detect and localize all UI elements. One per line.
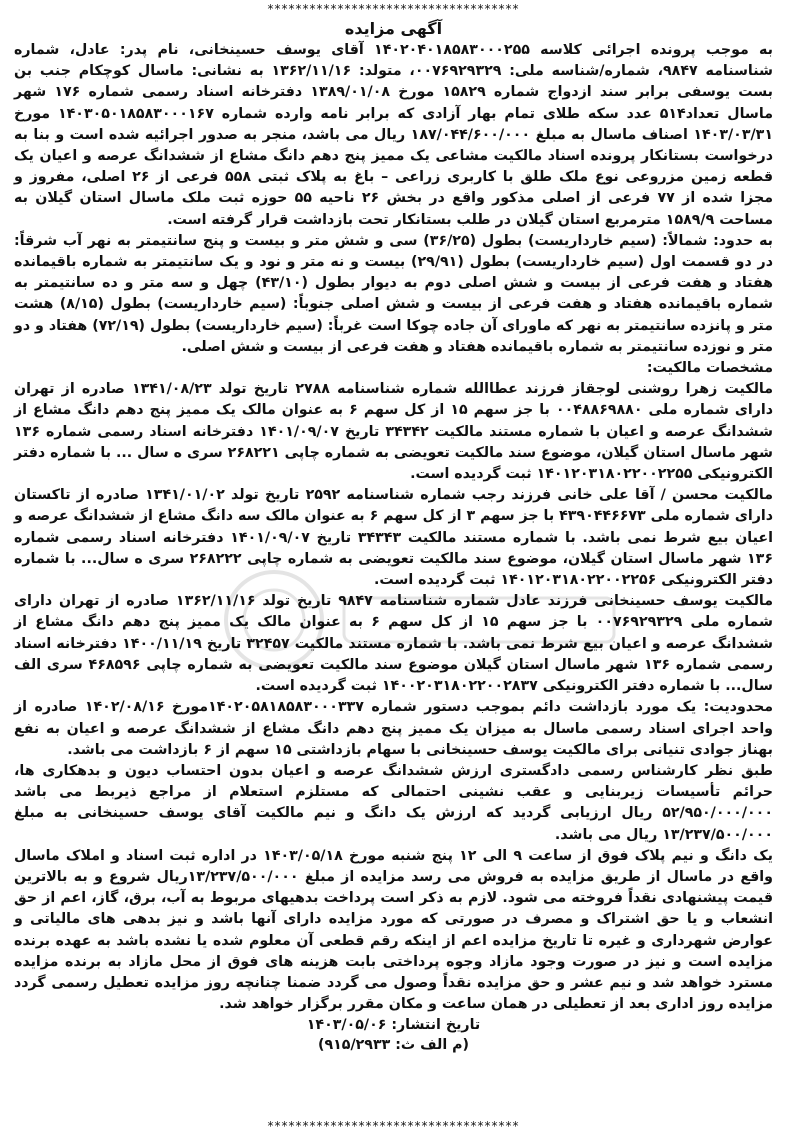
restriction-paragraph: محدودیت: یک مورد بازداشت دائم بموجب دستور شماره ۱۴۰۲۰۵۸۱۸۵۸۳۰۰۰۳۳۷مورخ ۱۴۰۲/۰۸/۱۶ صادره از واحد اجرای اسناد رسمی ماسال به میزان یک ممیز پنج دهم دانگ مشاع از ششدانگ عرصه و اعیان به نفع بهناز جوادی تنیانی برای مالکیت یوسف حسینخانی با سهام بازداشتی ۱۵ سهم از ۶ بازداشت می باشد.: [14, 699, 774, 758]
intro-paragraph: به موجب پرونده اجرائی کلاسه ۱۴۰۲۰۴۰۱۸۵۸۳۰۰۰۲۵۵ آقای یوسف حسینخانی، نام پدر: عادل، شماره شناسنامه ۹۸۴۷، شماره/شناسه ملی: ۰۰۷۶۹۲۹۳۲۹، متولد: ۱۳۶۲/۱۱/۱۶ به نشانی: ماسال کوچکام جنب بن بست یوسفی برابر سند ازدواج شماره ۱۵۸۲۹ مورخ ۱۳۸۹/۰۱/۰۸ دفترخانه اسناد رسمی شماره ۱۷۶ شهر ماسال تعداد۵۱۴ عدد سکه طلای تمام بهار آزادی که برابر نامه وارده شماره ۱۴۰۳۰۵۰۱۸۵۸۳۰۰۰۱۶۷ مورخ ۱۴۰۳/۰۳/۳۱ اصناف ماسال به مبلغ ۱۸۷/۰۴۴/۶۰۰/۰۰۰ ریال می باشد، منجر به صدور اجرائیه شده است و بنا به درخواست بستانکار پرونده اسناد مالکیت مشاعی یک ممیز پنج دهم دانگ مشاع از ششدانگ عرصه و اعیان یک قطعه زمین مزروعی نوع ملک طلق با کاربری زراعی – باغ به پلاک ثبتی ۵۵۸ فرعی از ۲۶ اصلی، مفروز و مجزا شده از ۷۷ فرعی از اصلی مذکور واقع در بخش ۲۶ ناحیه ۵۵ حوزه ثبت ملک ماسال استان گیلان به مساحت ۱۵۸۹/۹ مترمربع استان گیلان در طلب بستانکار تحت بازداشت قرار گرفته است.: [14, 42, 774, 228]
owner-2-paragraph: مالکیت محسن / آقا علی خانی فرزند رجب شماره شناسنامه ۲۵۹۲ تاریخ تولد ۱۳۴۱/۰۱/۰۲ صادره از تاکستان دارای شماره ملی ۴۳۹۰۴۴۶۶۷۳ با جز سهم ۳ از کل سهم ۶ به عنوان مالک سه دانگ مشاع از ششدانگ عرصه و اعیان بیع شرط نمی باشد. با شماره مستند مالکیت ۳۴۳۴۳ تاریخ ۱۴۰۱/۰۹/۰۷ دفترخانه اسناد رسمی شماره ۱۳۶ شهر ماسال استان گیلان، موضوع سند مالکیت تعویضی به شماره چاپی ۲۶۸۲۲۲ سری ه سال... با شماره دفتر الکترونیکی ۱۴۰۱۲۰۳۱۸۰۲۲۰۰۲۲۵۶ ثبت گردیده است.: [14, 487, 774, 589]
publish-date: تاریخ انتشار: ۱۴۰۳/۰۵/۰۶: [306, 1017, 481, 1034]
appraisal-paragraph: طبق نظر کارشناس رسمی دادگستری ارزش ششدانگ عرصه و اعیان بدون احتساب دیون و بدهکاری ها، حرائم تأسیسات زیربنایی و عقب نشینی احتمالی که مستلزم استعلام از مراجع ذیربط می باشد ۵۲/۹۵۰/۰۰۰/۰۰۰ ریال ارزیابی گردید که ارزش یک دانگ و نیم مالکیت آقای یوسف حسینخانی به مبلغ ۱۳/۲۳۷/۵۰۰/۰۰۰ ریال می باشد.: [14, 762, 773, 843]
notice-title: آگهی مزایده: [344, 19, 443, 38]
bottom-star-divider: ************************************: [267, 1119, 520, 1133]
ownership-heading: مشخصات مالکیت:: [646, 360, 773, 377]
owner-1-paragraph: مالکیت زهرا روشنی لوجقاز فرزند عطاالله شماره شناسنامه ۲۷۸۸ تاریخ تولد ۱۳۴۱/۰۸/۲۳ صادره از تهران دارای شماره ملی ۰۰۴۸۸۶۹۸۸۰ با جز سهم ۱۵ از کل سهم ۶ به عنوان مالک یک ممیز پنج دهم دانگ مشاع از ششدانگ عرصه و اعیان با شماره مستند مالکیت ۳۴۳۴۲ تاریخ ۱۴۰۱/۰۹/۰۷ دفترخانه اسناد رسمی شماره ۱۳۶ شهر ماسال استان گیلان، موضوع سند مالکیت تعویضی به شماره چاپی ۲۶۸۲۲۱ سری ه سال ... با شماره دفتر الکترونیکی ۱۴۰۱۲۰۳۱۸۰۲۲۰۰۲۲۵۵ ثبت گردیده است.: [14, 381, 774, 483]
auction-notice-page: [14, 0, 773, 1135]
owner-3-paragraph: مالکیت یوسف حسینخانی فرزند عادل شماره شناسنامه ۹۸۴۷ تاریخ تولد ۱۳۶۲/۱۱/۱۶ صادره از تهران دارای شماره ملی ۰۰۷۶۹۲۹۳۲۹ با جز سهم ۱۵ از کل سهم ۶ به عنوان مالک یک ممیز پنج دهم دانگ مشاع از ششدانگ عرصه و اعیان بیع شرط نمی باشد. با شماره مستند مالکیت ۳۲۴۵۷ تاریخ ۱۴۰۰/۱۱/۱۹ دفترخانه اسناد رسمی شماره ۱۳۶ شهر ماسال استان گیلان موضوع سند مالکیت تعویضی به شماره چاپی ۴۶۸۵۹۶ سری الف سال... با شماره دفتر الکترونیکی ۱۴۰۰۲۰۳۱۸۰۲۲۰۰۲۸۳۷ ثبت گردیده است.: [14, 593, 774, 695]
boundaries-paragraph: به حدود: شمالاً: (سیم خارداریست) بطول (۳۶/۲۵) سی و شش متر و بیست و پنج سانتیمتر به نهر آب شرقاً: در دو قسمت اول (سیم خارداریست) بطول (۲۹/۹۱) بیست و نه متر و نود و یک سانتیمتر به شماره باقیمانده هفتاد و هفت فرعی از بیست و شش اصلی دوم به دیوار بطول (۴۳/۱۰) چهل و سه متر و ده سانتیمتر به شماره باقیمانده هفتاد و هفت فرعی از بیست و شش اصلی جنوباً: (سیم خارداریست) بطول (۸/۱۵) هشت متر و پانزده سانتیمتر به نهر که ماورای آن جاده چوکا است غرباً: (سیم خارداریست) بطول (۷۲/۱۹) هفتاد و دو متر و نوزده سانتیمتر به شماره باقیمانده هفتاد و هفت فرعی از بیست و شش اصلی.: [14, 232, 774, 355]
notice-code: (م الف ث: ۹۱۵/۲۹۳۳): [317, 1037, 469, 1054]
top-star-divider: ************************************: [267, 2, 520, 16]
auction-terms-paragraph: یک دانگ و نیم پلاک فوق از ساعت ۹ الی ۱۲ پنج شنبه مورخ ۱۴۰۳/۰۵/۱۸ در اداره ثبت اسناد و املاک ماسال واقع در ماسال از طریق مزایده به فروش می رسد مزایده از مبلغ ۱۳/۲۳۷/۵۰۰/۰۰۰ریال شروع و به بالاترین قیمت پیشنهادی نقداً فروخته می شود. لازم به ذکر است پرداخت بدهیهای مربوط به آب، برق، گاز، اعم از حق انشعاب و یا حق اشتراک و مصرف در صورتی که مورد مزایده دارای آنها باشد و نیز بدهی های مالیاتی و عوارض شهرداری و غیره تا تاریخ مزایده اعم از اینکه رقم قطعی آن معلوم شده یا نشده باشد به عهده برنده مزایده است و نیز در صورت وجود مازاد وجوه پرداختی بابت هزینه های فوق از محل مازاد به برنده مزایده مسترد خواهد شد و نیم عشر و حق مزایده نقداً وصول می گردد ضمنا چنانچه روز مزایده تعطیل رسمی گردد مزایده روز اداری بعد از تعطیلی در همان ساعت و مکان مقرر برگزار خواهد شد.: [14, 847, 773, 1013]
